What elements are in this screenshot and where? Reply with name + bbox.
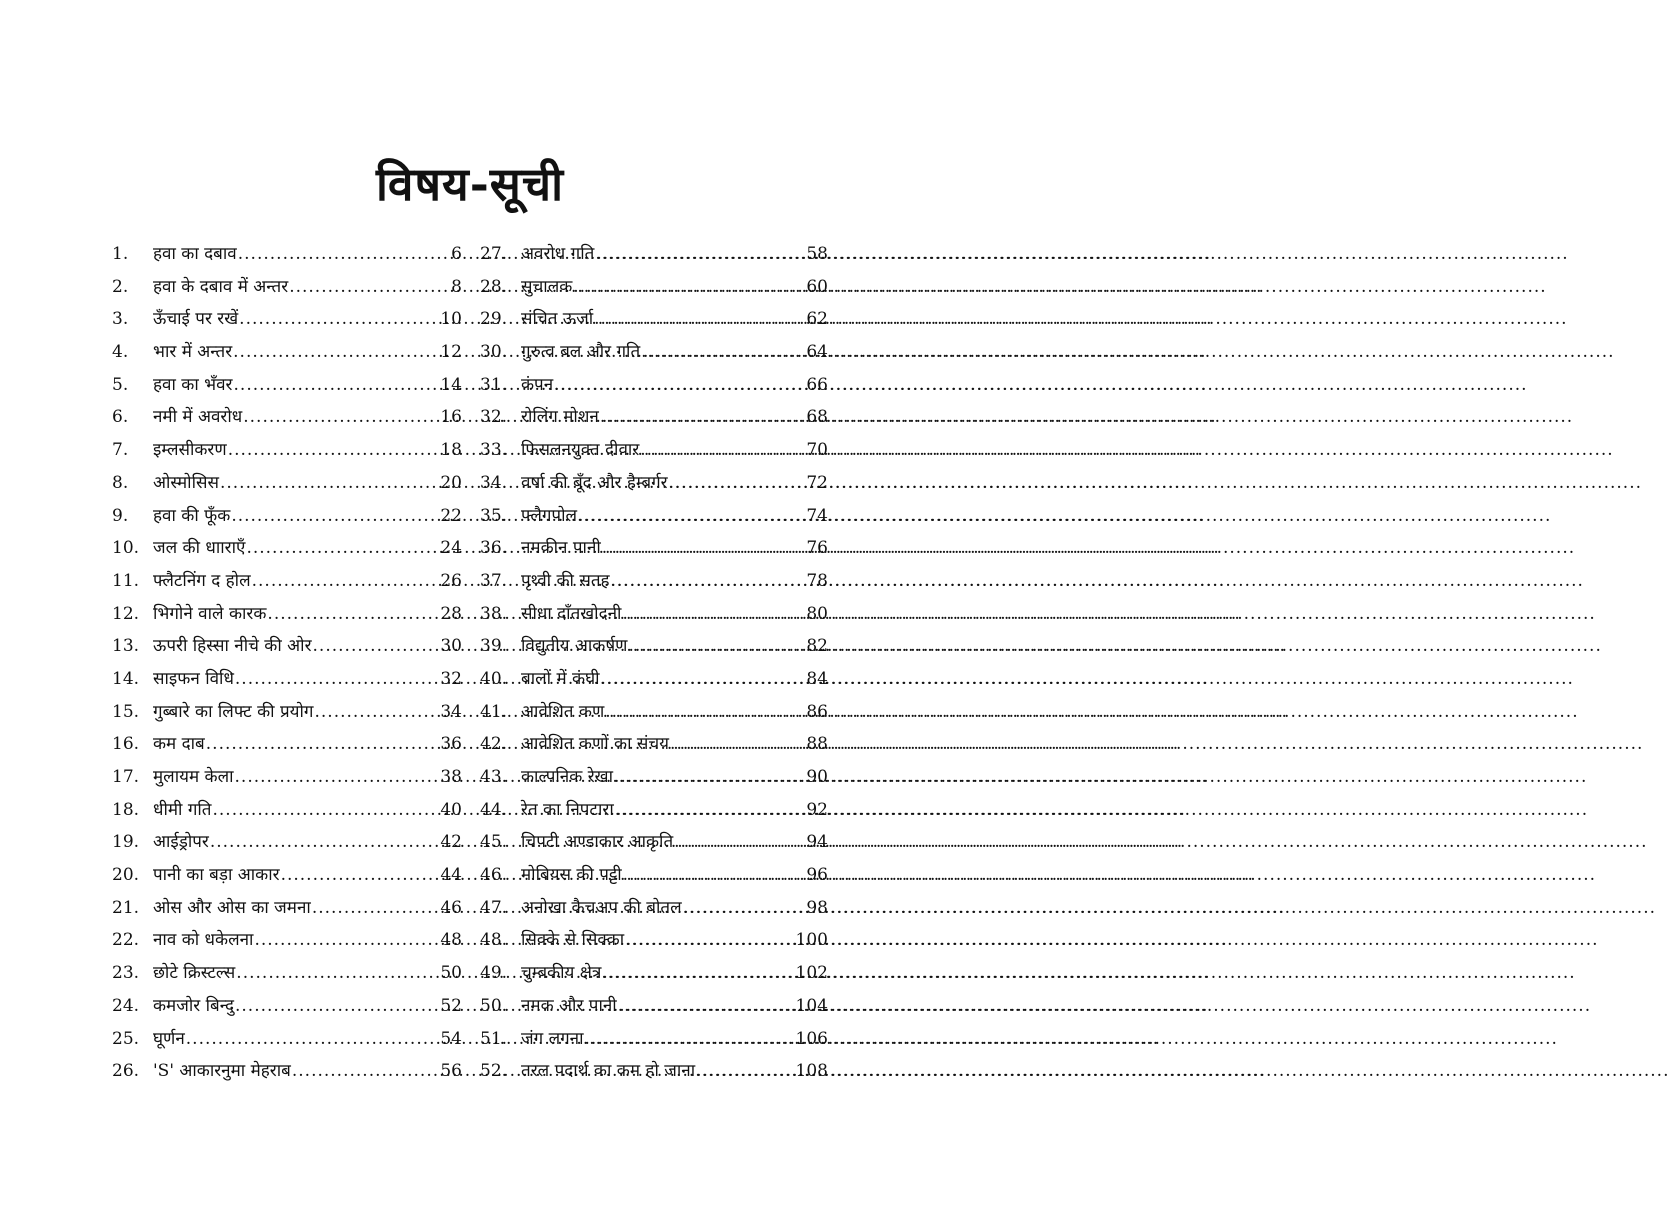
toc-entry-title: फिसलनयुक्त दीवार: [521, 440, 640, 461]
toc-entry-number: 49.: [480, 963, 508, 984]
toc-entry-number: 17.: [112, 767, 140, 787]
toc-entry: [480, 503, 828, 536]
toc-entry-page: 102: [795, 963, 828, 984]
toc-leader-dots: [267, 604, 439, 624]
toc-entry-page: 90: [806, 767, 828, 787]
toc-leader-dots: [601, 669, 806, 689]
toc-entry-title: नमी में अवरोध: [153, 407, 243, 428]
toc-leader-dots: [578, 506, 805, 526]
toc-leader-dots: [674, 832, 805, 852]
toc-entry-title: पानी का बड़ा आकार: [153, 865, 280, 886]
toc-entry-number: 48.: [480, 930, 508, 951]
toc-leader-dots: [595, 244, 805, 264]
toc-entry: [480, 1026, 828, 1059]
toc-entry-number: 51.: [480, 1028, 508, 1049]
toc-entry-number: 40.: [480, 668, 508, 689]
toc-entry-page: 70: [806, 440, 828, 461]
toc-entry-number: 13.: [112, 636, 140, 657]
toc-entry-page: 12: [440, 342, 462, 363]
toc-entry-page: 96: [806, 865, 828, 886]
toc-entry-page: 94: [806, 832, 828, 853]
toc-entry-number: 42.: [480, 734, 508, 755]
toc-entry-number: 31.: [480, 374, 508, 395]
toc-entry-page: 64: [806, 342, 828, 363]
toc-entry-title: इम्लसीकरण: [153, 440, 227, 461]
toc-entry-number: 2.: [112, 276, 129, 297]
toc-entry-page: 28: [440, 603, 462, 624]
toc-entry-number: 25.: [112, 1028, 140, 1049]
toc-entry-title: पृथ्वी की सतह: [521, 570, 610, 591]
toc-entry-number: 37.: [480, 570, 508, 591]
toc-entry: [480, 862, 828, 895]
toc-leader-dots: [641, 342, 805, 362]
toc-entry-page: 18: [440, 440, 462, 461]
toc-entry: [112, 862, 462, 895]
toc-entry-title: ऊपरी हिस्सा नीचे की ओर: [153, 636, 312, 657]
toc-entry-page: 48: [440, 930, 462, 951]
toc-entry: [112, 503, 462, 536]
toc-leader-dots: [600, 407, 806, 427]
toc-entry-title: जंग लगना: [521, 1028, 584, 1049]
toc-leader-dots: [235, 767, 440, 787]
toc-entry-title: छोटे क्रिस्टल्स: [153, 963, 236, 984]
toc-entry: [480, 404, 828, 437]
toc-entry-page: 106: [795, 1028, 828, 1049]
toc-entry: [112, 241, 462, 274]
toc-entry: [112, 306, 462, 339]
toc-entry-page: 34: [440, 701, 462, 722]
toc-entry-number: 20.: [112, 865, 140, 886]
toc-leader-dots: [683, 898, 806, 918]
toc-entry-number: 23.: [112, 963, 140, 984]
toc-entry-title: फ्लैगपोल: [521, 505, 577, 526]
toc-leader-dots: [605, 702, 805, 722]
toc-entry-title: हवा के दबाव में अन्तर: [153, 276, 289, 297]
toc-entry-page: 78: [806, 570, 828, 591]
toc-leader-dots: [628, 636, 805, 656]
toc-leader-dots: [254, 930, 439, 950]
toc-entry-page: 22: [440, 505, 462, 526]
toc-entry-title: आईड्रोपर: [153, 832, 209, 853]
toc-entry: [112, 927, 462, 960]
toc-leader-dots: [228, 440, 440, 460]
toc-entry: [112, 437, 462, 470]
toc-entry: [112, 731, 462, 764]
toc-entry: [480, 927, 828, 960]
toc-entry-page: 56: [440, 1061, 462, 1082]
toc-entry-page: 54: [440, 1028, 462, 1049]
toc-entry-page: 6: [451, 244, 462, 264]
toc-entry-number: 9.: [112, 505, 129, 526]
toc-entry-number: 30.: [480, 342, 508, 363]
toc-leader-dots: [235, 996, 439, 1016]
toc-entry: [480, 731, 828, 764]
toc-leader-dots: [615, 800, 806, 820]
toc-entry: [112, 829, 462, 862]
toc-entry-number: 18.: [112, 799, 140, 820]
toc-leader-dots: [289, 277, 450, 297]
toc-entry-page: 36: [440, 734, 462, 755]
toc-entry-number: 1.: [112, 244, 129, 264]
toc-entry: [112, 568, 462, 601]
toc-leader-dots: [292, 1061, 440, 1081]
toc-entry: [112, 470, 462, 503]
toc-entry-number: 33.: [480, 440, 508, 461]
toc-leader-dots: [281, 865, 440, 885]
toc-entry-title: सिक्के से सिक्का: [521, 930, 625, 951]
toc-entry-number: 38.: [480, 603, 508, 624]
toc-entry-title: आवेशित कण: [521, 701, 605, 722]
toc-leader-dots: [246, 538, 439, 558]
toc-entry-title: विद्युतीय आकर्षण: [521, 636, 628, 657]
toc-entry-title: मोबियस की पट्टी: [521, 865, 622, 886]
toc-entry-page: 80: [806, 603, 828, 624]
toc-entry-number: 14.: [112, 668, 140, 689]
toc-entry-number: 21.: [112, 897, 140, 918]
toc-entry: [480, 699, 828, 732]
toc-entry-page: 26: [440, 570, 462, 591]
toc-entry-number: 12.: [112, 603, 140, 624]
toc-entry: [112, 764, 462, 797]
toc-entry: [112, 797, 462, 830]
toc-entry-title: घूर्णन: [153, 1028, 185, 1049]
toc-leader-dots: [585, 1029, 795, 1049]
toc-entry-page: 82: [806, 636, 828, 657]
toc-entry-page: 68: [806, 407, 828, 428]
toc-leader-dots: [234, 375, 440, 395]
toc-entry-number: 50.: [480, 995, 508, 1016]
toc-leader-dots: [186, 1029, 440, 1049]
toc-entry-title: धीमी गति: [153, 799, 212, 820]
toc-entry-page: 40: [440, 799, 462, 820]
toc-entry: [112, 372, 462, 405]
toc-entry-title: जल की धााराएँ: [153, 538, 246, 559]
toc-entry-page: 14: [440, 374, 462, 395]
toc-entry-title: संचित ऊर्जा: [521, 309, 594, 330]
toc-entry-number: 35.: [480, 505, 508, 526]
toc-entry-page: 52: [440, 995, 462, 1016]
toc-entry-number: 5.: [112, 374, 129, 395]
toc-entry: [480, 633, 828, 666]
toc-column-right: [480, 241, 828, 1091]
toc-leader-dots: [313, 636, 440, 656]
toc-leader-dots: [622, 604, 805, 624]
toc-entry: [480, 993, 828, 1026]
toc-leader-dots: [625, 930, 794, 950]
toc-entry-page: 104: [795, 995, 828, 1016]
toc-entry: [480, 241, 828, 274]
toc-entry-page: 10: [440, 309, 462, 330]
toc-entry-number: 34.: [480, 472, 508, 493]
toc-entry-page: 24: [440, 538, 462, 559]
toc-entry-number: 8.: [112, 472, 129, 493]
toc-entry-title: रेत का निपटारा: [521, 799, 614, 820]
toc-entry-number: 52.: [480, 1061, 508, 1082]
toc-entry-page: 92: [806, 799, 828, 820]
toc-entry: [480, 764, 828, 797]
toc-entry-title: हवा की फूँक: [153, 505, 231, 526]
toc-entry-title: गुरुत्व बल और गति: [521, 342, 641, 363]
toc-entry-page: 88: [806, 734, 828, 755]
toc-entry: [480, 339, 828, 372]
toc-entry: [112, 601, 462, 634]
toc-leader-dots: [602, 963, 794, 983]
toc-entry-number: 44.: [480, 799, 508, 820]
toc-entry-number: 46.: [480, 865, 508, 886]
toc-leader-dots: [312, 898, 440, 918]
toc-entry-title: ओस और ओस का जमना: [153, 897, 311, 918]
toc-entry-title: चिपटी अण्डाकार आकृति: [521, 832, 674, 853]
toc-leader-dots: [243, 407, 439, 427]
toc-entry: [480, 274, 828, 307]
toc-entry: [112, 1026, 462, 1059]
toc-entry-number: 6.: [112, 407, 129, 428]
toc-entry-title: कम दाब: [153, 734, 205, 755]
toc-entry-page: 62: [806, 309, 828, 330]
toc-entry-number: 7.: [112, 440, 129, 461]
toc-entry-number: 11.: [112, 570, 140, 591]
toc-entry-number: 29.: [480, 309, 508, 330]
toc-entry: [480, 437, 828, 470]
toc-leader-dots: [239, 309, 439, 329]
toc-entry: [112, 404, 462, 437]
toc-entry-title: ओस्मोसिस: [153, 472, 219, 493]
toc-entry: [480, 666, 828, 699]
toc-leader-dots: [252, 571, 440, 591]
toc-entry: [480, 797, 828, 830]
toc-entry: [480, 601, 828, 634]
toc-entry: [112, 895, 462, 928]
toc-entry-number: 15.: [112, 701, 140, 722]
toc-entry-page: 72: [806, 472, 828, 493]
toc-entry-page: 30: [440, 636, 462, 657]
toc-leader-dots: [611, 571, 806, 591]
toc-entry-page: 8: [451, 276, 462, 297]
toc-leader-dots: [594, 309, 805, 329]
toc-leader-dots: [670, 734, 805, 754]
toc-entry-title: नमक और पानी: [521, 995, 617, 1016]
toc-entry-number: 45.: [480, 832, 508, 853]
toc-entry: [112, 960, 462, 993]
toc-entry-title: कंपन: [521, 374, 554, 395]
toc-leader-dots: [235, 669, 439, 689]
toc-entry: [480, 960, 828, 993]
toc-entry-page: 98: [806, 897, 828, 918]
toc-entry-title: काल्पनिक रेखा: [521, 767, 613, 787]
toc-entry-title: सीधा दाँतखोदनी: [521, 603, 622, 624]
toc-entry: [112, 339, 462, 372]
toc-entry: [480, 895, 828, 928]
toc-entry-number: 39.: [480, 636, 508, 657]
toc-entry: [480, 829, 828, 862]
toc-leader-dots: [669, 473, 806, 493]
toc-leader-dots: [573, 277, 805, 297]
toc-entry-page: 16: [440, 407, 462, 428]
toc-entry-page: 46: [440, 897, 462, 918]
toc-leader-dots: [210, 832, 440, 852]
toc-entry-title: साइफन विधि: [153, 668, 234, 689]
toc-entry: [112, 993, 462, 1026]
toc-entry: [480, 1058, 828, 1091]
toc-entry-page: 86: [806, 701, 828, 722]
toc-leader-dots: [614, 767, 805, 787]
toc-entry-title: 'S' आकारनुमा मेहराब: [153, 1061, 291, 1082]
toc-leader-dots: [231, 506, 439, 526]
toc-entry-page: 60: [806, 276, 828, 297]
toc-entry-page: 84: [806, 668, 828, 689]
toc-entry-page: 32: [440, 668, 462, 689]
toc-entry: [112, 633, 462, 666]
toc-leader-dots: [640, 440, 805, 460]
toc-entry-page: 42: [440, 832, 462, 853]
toc-entry-title: भिगोने वाले कारक: [153, 603, 267, 624]
toc-entry-page: 50: [440, 963, 462, 984]
toc-column-left: [112, 241, 462, 1091]
toc-leader-dots: [233, 342, 439, 362]
toc-entry-number: 27.: [480, 244, 508, 264]
toc-entry: [112, 666, 462, 699]
toc-entry: [112, 699, 462, 732]
toc-entry-page: 100: [795, 930, 828, 951]
toc-leader-dots: [696, 1061, 794, 1081]
toc-entry-number: 41.: [480, 701, 508, 722]
toc-entry-number: 26.: [112, 1061, 140, 1082]
toc-entry-page: 66: [806, 374, 828, 395]
toc-entry-number: 36.: [480, 538, 508, 559]
toc-entry: [112, 535, 462, 568]
toc-leader-dots: [213, 800, 440, 820]
toc-entry-title: फ्लैटनिंग द होल: [153, 570, 251, 591]
toc-entry-title: वर्षा की बूँद और हैम्बर्गर: [521, 472, 668, 493]
toc-entry-number: 19.: [112, 832, 140, 853]
toc-leader-dots: [314, 702, 439, 722]
toc-entry-page: 44: [440, 865, 462, 886]
toc-entry-title: नमकीन पानी: [521, 538, 601, 559]
toc-entry-title: मुलायम केला: [153, 767, 234, 787]
toc-entry-page: 108: [795, 1061, 828, 1082]
toc-entry-title: चुम्बकीय क्षेत्र: [521, 963, 602, 984]
toc-entry-number: 47.: [480, 897, 508, 918]
toc-entry-number: 28.: [480, 276, 508, 297]
toc-entry-title: अनोखा कैचअप की बोतल: [521, 897, 682, 918]
toc-leader-dots: [618, 996, 795, 1016]
toc-entry-number: 24.: [112, 995, 140, 1016]
toc-leader-dots: [236, 963, 439, 983]
toc-leader-dots: [206, 734, 440, 754]
toc-leader-dots: [554, 375, 805, 395]
toc-entry-number: 16.: [112, 734, 140, 755]
toc-entry-title: आवेशित कणों का संचय: [521, 734, 670, 755]
toc-leader-dots: [220, 473, 439, 493]
toc-entry-number: 4.: [112, 342, 129, 363]
toc-entry-number: 32.: [480, 407, 508, 428]
toc-entry-title: सुचालक: [521, 276, 573, 297]
toc-entry-title: कमजोर बिन्दु: [153, 995, 234, 1016]
toc-entry-title: अवरोध गति: [521, 244, 595, 264]
toc-entry-page: 74: [806, 505, 828, 526]
toc-leader-dots: [602, 538, 806, 558]
toc-entry: [112, 1058, 462, 1091]
toc-entry: [480, 568, 828, 601]
toc-leader-dots: [623, 865, 806, 885]
toc-entry: [480, 372, 828, 405]
toc-entry-page: 38: [440, 767, 462, 787]
toc-entry-title: भार में अन्तर: [153, 342, 233, 363]
toc-entry-title: तरल पदार्थ का कम हो जाना: [521, 1061, 696, 1082]
toc-entry-number: 22.: [112, 930, 140, 951]
toc-entry-number: 3.: [112, 309, 129, 330]
toc-entry-title: रोलिंग मोशन: [521, 407, 599, 428]
toc-entry: [480, 470, 828, 503]
toc-entry-title: ऊँचाई पर रखें: [153, 309, 239, 330]
toc-entry-title: हवा का दबाव: [153, 244, 237, 264]
toc-entry-number: 10.: [112, 538, 140, 559]
toc-entry: [112, 274, 462, 307]
toc-entry-page: 76: [806, 538, 828, 559]
page-title: विषय-सूची: [375, 157, 565, 211]
toc-entry: [480, 306, 828, 339]
toc-entry-page: 20: [440, 472, 462, 493]
toc-entry-page: 58: [806, 244, 828, 264]
toc-entry: [480, 535, 828, 568]
toc-entry-title: नाव को धकेलना: [153, 930, 254, 951]
toc-entry-title: बालों में कंघी: [521, 668, 600, 689]
toc-entry-number: 43.: [480, 767, 508, 787]
toc-entry-title: गुब्बारे का लिफ्ट की प्रयोग: [153, 701, 314, 722]
toc-leader-dots: [238, 244, 450, 264]
toc-entry-title: हवा का भँवर: [153, 374, 233, 395]
